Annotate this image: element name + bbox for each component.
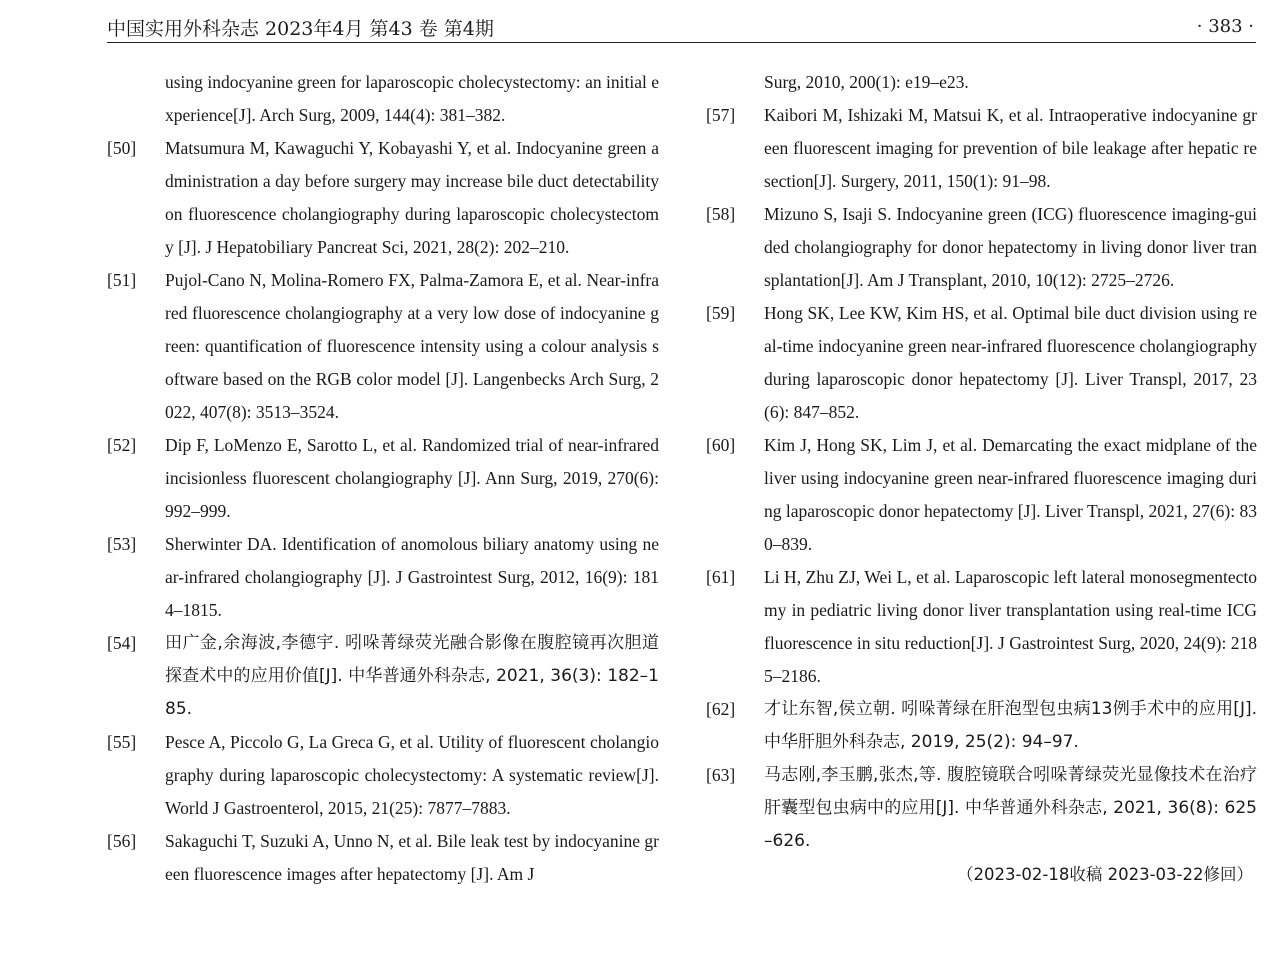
reference-item	[706, 99, 1257, 198]
reference-number: [53]	[107, 534, 137, 554]
reference-text: Kaibori M, Ishizaki M, Matsui K, et al. Intraoperative indocyanine green fluorescent imaging for prevention of bile leakage after hepatic resection[J]. Surgery, 2011, 150(1): 91–98.	[764, 105, 1257, 191]
reference-number: [62]	[706, 699, 736, 719]
reference-text: Kim J, Hong SK, Lim J, et al. Demarcating the exact midplane of the liver using indocyanine green near-infrared fluorescence imaging during laparoscopic donor hepatectomy [J]. Liver Transpl, 2021, 27(6): 830–839.	[764, 435, 1257, 554]
page-number: · 383 ·	[1196, 16, 1254, 37]
reference-item	[706, 429, 1257, 561]
reference-number: [60]	[706, 435, 736, 455]
reference-item	[706, 198, 1257, 297]
reference-continuation: Surg, 2010, 200(1): e19–e23.	[764, 72, 969, 92]
running-header	[107, 14, 1256, 43]
reference-item	[107, 429, 659, 528]
reference-item	[107, 627, 659, 726]
reference-number: [51]	[107, 270, 137, 290]
left-column	[107, 66, 659, 891]
reference-number: [58]	[706, 204, 736, 224]
journal-title: 中国实用外科杂志 2023年4月 第43 卷 第4期	[107, 18, 494, 40]
reference-text: Dip F, LoMenzo E, Sarotto L, et al. Randomized trial of near-infrared incisionless fluorescent cholangiography [J]. Ann Surg, 2019, 270(6): 992–999.	[165, 435, 659, 521]
reference-number: [57]	[706, 105, 736, 125]
reference-text: Matsumura M, Kawaguchi Y, Kobayashi Y, et al. Indocyanine green administration a day before surgery may increase bile duct detectability on fluorescence cholangiography during laparoscopic cholecystectomy [J]. J Hepatobiliary Pancreat Sci, 2021, 28(2): 202–210.	[165, 138, 659, 257]
reference-text: Hong SK, Lee KW, Kim HS, et al. Optimal bile duct division using real-time indocyanine green near-infrared fluorescence cholangiography during laparoscopic donor hepatectomy [J]. Liver Transpl, 2017, 23(6): 847–852.	[764, 303, 1257, 422]
reference-number: [63]	[706, 765, 736, 785]
reference-number: [54]	[107, 633, 137, 653]
reference-item	[107, 264, 659, 429]
reference-text: Mizuno S, Isaji S. Indocyanine green (ICG) fluorescence imaging-guided cholangiography for donor hepatectomy in living donor liver transplantation[J]. Am J Transplant, 2010, 10(12): 2725–2726.	[764, 204, 1257, 290]
reference-list-left	[107, 132, 659, 891]
reference-item	[107, 825, 659, 891]
reference-number: [55]	[107, 732, 137, 752]
reference-item	[107, 726, 659, 825]
reference-text: Pesce A, Piccolo G, La Greca G, et al. Utility of fluorescent cholangiography during laparoscopic cholecystectomy: A systematic review[J]. World J Gastroenterol, 2015, 21(25): 7877–7883.	[165, 732, 659, 818]
reference-text: Sherwinter DA. Identification of anomolous biliary anatomy using near-infrared cholangiography [J]. J Gastrointest Surg, 2012, 16(9): 1814–1815.	[165, 534, 659, 620]
reference-text: Li H, Zhu ZJ, Wei L, et al. Laparoscopic left lateral monosegmentectomy in pediatric living donor liver transplantation using real-time ICG fluorescence in situ reduction[J]. J Gastrointest Surg, 2020, 24(9): 2185–2186.	[764, 567, 1257, 686]
reference-continuation: using indocyanine green for laparoscopic cholecystectomy: an initial experience[J]. Arch Surg, 2009, 144(4): 381–382.	[165, 72, 659, 125]
reference-number: [52]	[107, 435, 137, 455]
right-column	[706, 66, 1257, 891]
reference-text: 田广金,余海波,李德宇. 吲哚菁绿荧光融合影像在腹腔镜再次胆道探查术中的应用价值[J]. 中华普通外科杂志, 2021, 36(3): 182–185.	[165, 633, 659, 719]
reference-text: Pujol-Cano N, Molina-Romero FX, Palma-Zamora E, et al. Near-infrared fluorescence cholangiography at a very low dose of indocyanine green: quantification of fluorescence intensity using a colour analysis software based on the RGB color model [J]. Langenbecks Arch Surg, 2022, 407(8): 3513–3524.	[165, 270, 659, 422]
received-dates: （2023-02-18收稿 2023-03-22修回）	[956, 865, 1253, 884]
reference-list-right	[706, 99, 1257, 858]
reference-item	[706, 693, 1257, 759]
reference-text: 马志刚,李玉鹏,张杰,等. 腹腔镜联合吲哚菁绿荧光显像技术在治疗肝囊型包虫病中的应用[J]. 中华普通外科杂志, 2021, 36(8): 625–626.	[764, 765, 1257, 851]
reference-number: [59]	[706, 303, 736, 323]
reference-number: [50]	[107, 138, 137, 158]
reference-item	[107, 528, 659, 627]
reference-number: [61]	[706, 567, 736, 587]
reference-text: Sakaguchi T, Suzuki A, Unno N, et al. Bile leak test by indocyanine green fluorescence images after hepatectomy [J]. Am J	[165, 831, 659, 884]
reference-number: [56]	[107, 831, 137, 851]
reference-item	[706, 297, 1257, 429]
reference-item	[706, 561, 1257, 693]
reference-item	[706, 759, 1257, 858]
reference-item	[107, 132, 659, 264]
reference-text: 才让东智,侯立朝. 吲哚菁绿在肝泡型包虫病13例手术中的应用[J]. 中华肝胆外科杂志, 2019, 25(2): 94–97.	[764, 699, 1257, 752]
